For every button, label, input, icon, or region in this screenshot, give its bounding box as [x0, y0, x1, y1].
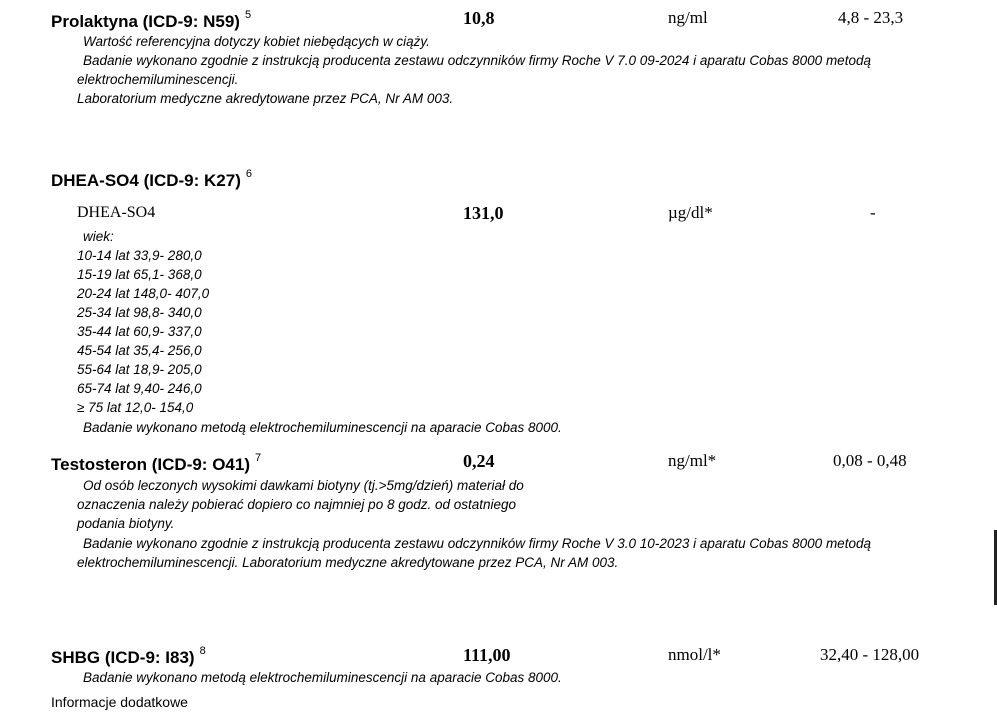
note-line: elektrochemiluminescencji. [77, 72, 239, 87]
note-line: oznaczenia należy pobierać dopiero co najmniej po 8 godz. od ostatniego [77, 497, 517, 512]
test-name: Prolaktyna (ICD-9: N59) [51, 12, 240, 31]
result-unit-dhea: µg/dl* [668, 203, 713, 222]
footnote-marker: 5 [244, 9, 252, 21]
sub-test-label-dhea: DHEA-SO4 [77, 204, 156, 221]
note-line: Badanie wykonano metodą elektrochemiluminescencji na aparacie Cobas 8000. [83, 670, 562, 685]
test-title-testosteron [51, 452, 261, 475]
note-line: Badanie wykonano zgodnie z instrukcją producenta zestawu odczynników firmy Roche V 3.0 10-2023 i aparatu Cobas 8000 metodą [83, 536, 871, 551]
age-range-row: 25-34 lat 98,8- 340,0 [77, 305, 202, 320]
test-title-shbg [51, 645, 206, 668]
note-line: Od osób leczonych wysokimi dawkami biotyny (tj.>5mg/dzień) materiał do [83, 478, 524, 493]
result-value-dhea: 131,0 [463, 203, 504, 223]
reference-range-prolaktyna: 4,8 - 23,3 [838, 8, 904, 27]
result-value-testosteron: 0,24 [463, 451, 495, 471]
note-line: podania biotyny. [77, 516, 175, 531]
test-name: DHEA-SO4 (ICD-9: K27) [51, 171, 241, 190]
result-unit-shbg: nmol/l* [668, 645, 721, 664]
footnote-marker: 7 [255, 452, 262, 464]
note-line: Badanie wykonano zgodnie z instrukcją producenta zestawu odczynników firmy Roche V 7.0 09-2024 i aparatu Cobas 8000 metodą [83, 53, 871, 68]
age-range-row: 55-64 lat 18,9- 205,0 [77, 362, 202, 377]
age-range-row: 45-54 lat 35,4- 256,0 [77, 343, 202, 358]
result-unit-testosteron: ng/ml* [668, 451, 717, 470]
age-header: wiek: [83, 229, 114, 244]
note-line: Laboratorium medyczne akredytowane przez PCA, Nr AM 003. [77, 91, 454, 106]
age-range-row: 15-19 lat 65,1- 368,0 [77, 267, 202, 282]
method-note-dhea: Badanie wykonano metodą elektrochemiluminescencji na aparacie Cobas 8000. [83, 420, 562, 435]
result-value-shbg: 111,00 [463, 645, 511, 665]
reference-range-testosteron: 0,08 - 0,48 [833, 451, 907, 470]
footnote-marker: 8 [199, 645, 206, 657]
reference-range-dhea: - [870, 203, 876, 222]
footnote-marker: 6 [245, 168, 252, 180]
result-value-prolaktyna: 10,8 [463, 8, 495, 28]
reference-range-shbg: 32,40 - 128,00 [820, 645, 920, 664]
test-title-prolaktyna [51, 9, 251, 32]
note-line: Wartość referencyjna dotyczy kobiet niebędących w ciąży. [83, 34, 430, 49]
test-name: SHBG (ICD-9: I83) [51, 648, 195, 667]
result-unit-prolaktyna: ng/ml [668, 8, 708, 27]
additional-info-heading: Informacje dodatkowe [51, 694, 188, 710]
note-line: elektrochemiluminescencji. Laboratorium medyczne akredytowane przez PCA, Nr AM 003. [77, 555, 619, 570]
age-range-row: 20-24 lat 148,0- 407,0 [77, 286, 210, 301]
age-range-row: ≥ 75 lat 12,0- 154,0 [77, 400, 194, 415]
age-range-row: 65-74 lat 9,40- 246,0 [77, 381, 202, 396]
age-range-row: 35-44 lat 60,9- 337,0 [77, 324, 202, 339]
test-name: Testosteron (ICD-9: O41) [51, 455, 250, 474]
age-range-row: 10-14 lat 33,9- 280,0 [77, 248, 202, 263]
test-title-dhea [51, 168, 252, 191]
